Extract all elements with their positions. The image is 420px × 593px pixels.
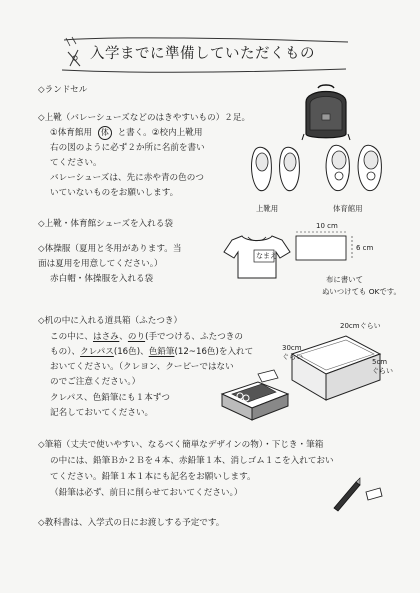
name-tag-note-2: ぬいつけても OKです。 [322, 287, 401, 296]
box-dim-right: 5cm [372, 358, 388, 366]
dougubako-line-1 [50, 330, 243, 344]
dougubako-line-3: おいてください。（クレヨン、クーピーではない [50, 362, 234, 372]
dougubako-line-2-b: (16色)、 [113, 347, 149, 357]
fudebako-line-3: てください。鉛筆１本１本にも記名をお願いします。 [50, 472, 256, 482]
dougubako-line-2-a: もの）、 [50, 347, 81, 357]
randoseru-illustration [298, 84, 354, 142]
uwabaki-line-5: いていないものをお願いします。 [50, 188, 179, 198]
item-glue: のり [127, 332, 146, 342]
name-tag-width: 10 cm [316, 222, 338, 230]
item-kyokasho: ◇教科書は、入学式の日にお渡しする予定です。 [38, 518, 225, 528]
uwabaki-line-3: てください。 [50, 158, 102, 168]
dougubako-sep: 、 [119, 332, 128, 342]
shoes-caption-gym: 体育館用 [333, 204, 363, 213]
shoes-illustration [245, 140, 410, 200]
item-colored-pencils: 色鉛筆 [148, 347, 175, 357]
dougubako-line-6: 記名しておいてください。 [50, 408, 154, 418]
box-dim-right-2: ぐらい [372, 367, 393, 375]
dougubako-line-1-a: この中に、 [50, 332, 93, 342]
title-area [56, 36, 356, 76]
dougubako-line-1-b: (手でつける、ふたつきの [145, 332, 243, 342]
item-scissors: はさみ [92, 332, 120, 342]
open-box-illustration [286, 330, 386, 408]
name-tag-diagram [290, 228, 390, 268]
pencil-eraser-illustration [326, 472, 386, 512]
fudebako-line-4: （鉛筆は必ず、前日に削らせておいてください。） [50, 488, 243, 498]
dougubako-line-2 [50, 345, 253, 359]
uwabaki-heading: ◇上靴（バレーシューズなどのはきやすいもの）２足。 [38, 113, 251, 123]
name-tag-note-1: 布に書いて [326, 275, 363, 284]
taisofuku-line-2: 面は夏用を用意してください。） [38, 259, 163, 269]
item-shoe-bag: ◇上靴・体育館シューズを入れる袋 [38, 219, 173, 229]
item-randoseru: ◇ランドセル [38, 85, 88, 95]
dougubako-line-4: のでご注意ください。） [50, 377, 141, 387]
item-crayons: クレパス [80, 347, 114, 357]
shoes-caption-uwabaki: 上靴用 [256, 204, 279, 213]
tool-box-illustration [218, 368, 292, 422]
uwabaki-line-1-a: ①体育館用 [50, 128, 93, 138]
stamp-mark-label: 体 [100, 128, 109, 137]
fudebako-line-2: の中には、鉛筆Ｂか２Ｂを４本、赤鉛筆１本、消しゴム１こを入れておい [50, 456, 334, 466]
box-dim-left-2: ぐらい [282, 353, 303, 361]
name-tag-height: 6 cm [356, 244, 374, 252]
tshirt-name-label: なまえ [256, 252, 277, 260]
dougubako-line-2-c: (12~16色)を入れて [174, 347, 254, 357]
uwabaki-line-1 [50, 126, 202, 140]
uwabaki-line-4: バレーシューズは、先に赤や青の色のつ [50, 173, 204, 183]
uwabaki-line-1-b: と書く。②校内上靴用 [117, 128, 203, 138]
box-dim-left: 30cm [282, 344, 302, 352]
uwabaki-line-2: 右の図のように必ず２か所に名前を書い [50, 143, 205, 153]
dougubako-line-5: クレパス、色鉛筆にも１本ずつ [50, 393, 170, 403]
taisofuku-line-3: 赤白帽・体操服を入れる袋 [50, 274, 154, 284]
stamp-mark [98, 126, 112, 140]
fudebako-line-1: ◇筆箱（丈夫で使いやすい、なるべく簡単なデザインの物）・下じき・筆箱 [38, 440, 324, 450]
dougubako-heading: ◇机の中に入れる道具箱（ふたつき） [38, 316, 183, 326]
page-title: 入学までに準備していただくもの [90, 46, 315, 62]
box-dim-top: 20cmぐらい [340, 322, 381, 330]
taisofuku-heading: ◇体操服（夏用と冬用があります。当 [38, 244, 182, 254]
